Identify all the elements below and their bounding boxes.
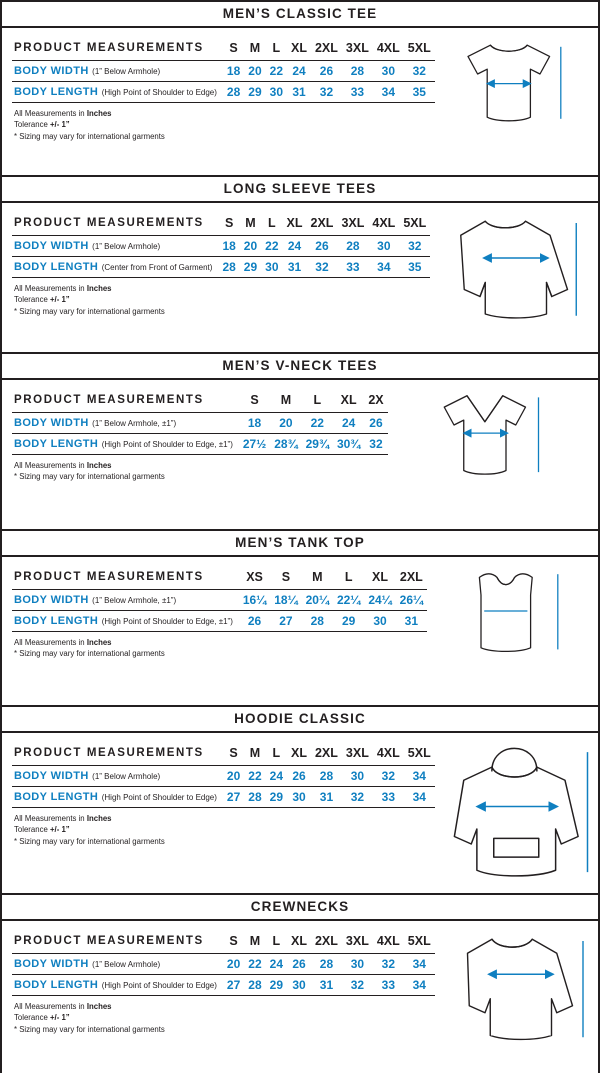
section-mens-classic-tee (2, 0, 598, 175)
measurement-value: 24 (287, 61, 311, 82)
garment-illustration-tank (427, 557, 598, 691)
measurement-value: 16¼ (239, 590, 270, 611)
size-header: 3XL (345, 746, 369, 760)
row-label-note: (1” Below Armhole, ±1”) (92, 596, 177, 605)
section-notes (12, 103, 435, 142)
measurements-table-wrap (2, 733, 435, 847)
table-row (12, 975, 435, 996)
measurement-value: 32 (364, 434, 387, 455)
units-prefix: All Measurements in (14, 461, 87, 470)
measurement-value: 26 (311, 61, 342, 82)
units-value: Inches (86, 284, 112, 293)
row-label-note: (1” Below Armhole) (92, 772, 161, 781)
measurement-value: 22 (244, 954, 265, 975)
measurement-value: 28 (337, 236, 368, 257)
section-mens-v-neck-tees (2, 352, 598, 529)
row-label-text: BODY LENGTH (14, 261, 99, 273)
measurement-value: 28 (311, 766, 342, 787)
row-label-note: (High Point of Shoulder to Edge, ±1”) (101, 440, 233, 449)
measurement-value: 30 (266, 82, 287, 103)
row-label-note: (Center from Front of Garment) (101, 263, 213, 272)
size-header: L (344, 570, 353, 584)
measurements-table (12, 567, 427, 632)
measurement-value: 26 (307, 236, 338, 257)
row-label-text: BODY WIDTH (14, 770, 89, 782)
row-label (12, 954, 223, 975)
measurement-value: 18 (239, 413, 270, 434)
row-label (12, 434, 239, 455)
size-header: 2XL (310, 216, 334, 230)
measurement-value: 35 (399, 257, 430, 278)
garment-illustration-tee (435, 28, 598, 162)
row-label (12, 61, 223, 82)
section-body (2, 921, 598, 1067)
measurement-value: 32 (373, 954, 404, 975)
section-crewnecks (2, 893, 598, 1073)
measurement-value: 33 (373, 975, 404, 996)
sections-container (2, 0, 598, 1073)
measurement-value: 28 (244, 975, 265, 996)
section-long-sleeve-tees (2, 175, 598, 352)
size-header: XL (291, 41, 307, 55)
tolerance-note (14, 1012, 435, 1023)
size-header: S (281, 570, 291, 584)
measurement-value: 20 (223, 766, 244, 787)
measurement-value: 20 (244, 61, 265, 82)
measurement-value: 30 (287, 787, 311, 808)
measurement-value: 27½ (239, 434, 270, 455)
row-label-text: BODY LENGTH (14, 615, 99, 627)
units-prefix: All Measurements in (14, 1002, 87, 1011)
measurement-value: 27 (223, 975, 244, 996)
table-row (12, 413, 388, 434)
measurement-value: 22 (244, 766, 265, 787)
units-value: Inches (86, 109, 112, 118)
table-row (12, 82, 435, 103)
table-row (12, 590, 427, 611)
size-header: 5XL (407, 41, 431, 55)
measurement-value: 32 (342, 975, 373, 996)
row-label-text: BODY WIDTH (14, 417, 89, 429)
measurement-value: 29¾ (302, 434, 333, 455)
row-label-note: (High Point of Shoulder to Edge) (101, 793, 217, 802)
row-label-note: (1” Below Armhole) (92, 67, 161, 76)
size-header: S (250, 393, 259, 407)
measurement-value: 31 (283, 257, 307, 278)
row-label-text: BODY WIDTH (14, 65, 89, 77)
table-row (12, 611, 427, 632)
product-measurements-label: PRODUCT MEASUREMENTS (14, 217, 204, 229)
international-note: * Sizing may vary for international garments (14, 1024, 165, 1034)
measurement-value: 20 (223, 954, 244, 975)
size-header: 5XL (407, 746, 431, 760)
measurement-value: 30¾ (333, 434, 364, 455)
measurement-value: 30 (342, 954, 373, 975)
section-title: HOODIE CLASSIC (234, 711, 366, 726)
section-title: MEN’S TANK TOP (235, 535, 365, 550)
measurement-value: 28¾ (270, 434, 301, 455)
section-notes (12, 455, 388, 483)
international-note: * Sizing may vary for international garments (14, 649, 165, 659)
section-body (2, 557, 598, 691)
section-title: MEN’S V-NECK TEES (222, 358, 378, 373)
product-measurements-label: PRODUCT MEASUREMENTS (14, 394, 204, 406)
measurement-value: 28 (302, 611, 333, 632)
row-label-note: (1” Below Armhole, ±1”) (92, 419, 177, 428)
measurement-value: 33 (342, 82, 373, 103)
measurement-value: 35 (404, 82, 435, 103)
size-header: XS (246, 570, 263, 584)
size-header: 2X (368, 393, 384, 407)
measurement-value: 34 (404, 787, 435, 808)
units-value: Inches (86, 814, 112, 823)
measurement-value: 26 (239, 611, 270, 632)
measurements-table (12, 390, 388, 455)
size-header: L (272, 746, 281, 760)
size-header: 2XL (399, 570, 423, 584)
size-header: M (312, 570, 323, 584)
measurements-table-wrap (2, 557, 427, 660)
size-header: S (229, 934, 238, 948)
size-header: 2XL (314, 934, 338, 948)
section-body (2, 380, 598, 516)
section-title: MEN’S CLASSIC TEE (222, 6, 378, 21)
measurements-table-wrap (2, 921, 435, 1035)
size-header: S (224, 216, 234, 230)
measurement-value: 32 (307, 257, 338, 278)
size-header: 3XL (341, 216, 365, 230)
tolerance-note (14, 119, 435, 130)
measurements-table-wrap (2, 28, 435, 142)
tolerance-value: +/- 1” (49, 825, 70, 835)
international-note: * Sizing may vary for international garments (14, 836, 165, 846)
measurements-table (12, 931, 435, 996)
units-value: Inches (86, 638, 112, 647)
measurement-value: 30 (342, 766, 373, 787)
measurement-value: 33 (373, 787, 404, 808)
size-header: 4XL (376, 41, 400, 55)
measurement-value: 29 (244, 82, 265, 103)
size-header: XL (340, 393, 357, 407)
section-body (2, 203, 598, 349)
size-header: 3XL (345, 41, 369, 55)
section-body (2, 28, 598, 162)
measurement-value: 28 (244, 787, 265, 808)
row-label (12, 257, 218, 278)
size-header: S (229, 746, 238, 760)
row-label-text: BODY LENGTH (14, 438, 99, 450)
measurement-value: 26¼ (396, 590, 427, 611)
measurement-value: 26 (364, 413, 387, 434)
measurement-value: 28 (311, 954, 342, 975)
units-note (14, 1001, 435, 1012)
table-row (12, 434, 388, 455)
table-row (12, 787, 435, 808)
table-row (12, 236, 430, 257)
size-header: M (249, 934, 261, 948)
units-note (14, 460, 388, 471)
measurements-table (12, 743, 435, 808)
section-notes (12, 278, 430, 317)
measurement-value: 32 (404, 61, 435, 82)
tolerance-value: +/- 1” (49, 1013, 70, 1023)
row-label-note: (High Point of Shoulder to Edge) (101, 88, 217, 97)
garment-illustration-longsleeve (430, 203, 600, 349)
size-header: XL (286, 216, 303, 230)
units-value: Inches (86, 461, 112, 470)
size-header: M (280, 393, 292, 407)
section-body (2, 733, 598, 889)
measurement-value: 32 (399, 236, 430, 257)
measurement-value: 22 (261, 236, 282, 257)
row-label (12, 590, 239, 611)
measurement-value: 31 (311, 975, 342, 996)
measurement-value: 30 (364, 611, 395, 632)
row-label (12, 236, 218, 257)
row-label (12, 413, 239, 434)
row-label-text: BODY LENGTH (14, 979, 99, 991)
units-note (14, 813, 435, 824)
measurement-value: 24 (266, 766, 287, 787)
size-header: 2XL (314, 41, 338, 55)
row-label-text: BODY WIDTH (14, 240, 89, 252)
measurements-table-wrap (2, 203, 430, 317)
garment-illustration-vneck (388, 380, 598, 516)
measurement-value: 32 (342, 787, 373, 808)
measurement-value: 28 (342, 61, 373, 82)
measurement-value: 34 (368, 257, 399, 278)
row-label (12, 787, 223, 808)
measurement-value: 30 (287, 975, 311, 996)
measurement-value: 22 (266, 61, 287, 82)
measurement-value: 32 (373, 766, 404, 787)
row-label-text: BODY WIDTH (14, 958, 89, 970)
measurements-table-wrap (2, 380, 388, 483)
tolerance-note (14, 824, 435, 835)
row-label (12, 975, 223, 996)
tolerance-note (14, 294, 430, 305)
tolerance-prefix: Tolerance (14, 1013, 50, 1023)
product-measurements-label: PRODUCT MEASUREMENTS (14, 935, 204, 947)
table-row (12, 954, 435, 975)
measurement-value: 24 (333, 413, 364, 434)
measurement-value: 30 (368, 236, 399, 257)
measurement-value: 29 (266, 787, 287, 808)
row-label (12, 82, 223, 103)
row-label (12, 766, 223, 787)
units-value: Inches (86, 1002, 112, 1011)
section-notes (12, 632, 427, 660)
measurement-value: 31 (287, 82, 311, 103)
size-header: L (313, 393, 322, 407)
measurement-value: 34 (404, 954, 435, 975)
size-header: M (249, 746, 261, 760)
size-header: L (272, 934, 281, 948)
tolerance-prefix: Tolerance (14, 120, 50, 130)
row-label-text: BODY LENGTH (14, 791, 99, 803)
measurement-value: 31 (396, 611, 427, 632)
units-prefix: All Measurements in (14, 814, 87, 823)
measurements-table (12, 38, 435, 103)
garment-illustration-crewneck (435, 921, 600, 1067)
measurement-value: 24 (283, 236, 307, 257)
measurement-value: 18 (223, 61, 244, 82)
size-header: XL (372, 570, 388, 584)
product-measurements-label: PRODUCT MEASUREMENTS (14, 571, 204, 583)
tolerance-prefix: Tolerance (14, 825, 50, 835)
measurement-value: 24¼ (364, 590, 395, 611)
measurement-value: 28 (223, 82, 244, 103)
measurement-value: 34 (404, 975, 435, 996)
row-label-note: (High Point of Shoulder to Edge) (101, 981, 217, 990)
measurement-value: 20 (240, 236, 261, 257)
size-header: 3XL (345, 934, 369, 948)
size-header: 4XL (372, 216, 396, 230)
garment-illustration-hoodie (435, 733, 600, 889)
row-label-note: (1” Below Armhole) (92, 242, 161, 251)
measurement-value: 29 (333, 611, 364, 632)
units-note (14, 108, 435, 119)
measurement-value: 20 (270, 413, 301, 434)
size-header: M (245, 216, 256, 230)
size-header: XL (291, 746, 307, 760)
size-header: M (249, 41, 261, 55)
size-header: 4XL (376, 934, 400, 948)
tolerance-value: +/- 1” (49, 120, 70, 130)
row-label-text: BODY LENGTH (14, 86, 99, 98)
tolerance-prefix: Tolerance (14, 295, 50, 305)
measurement-value: 22¼ (333, 590, 364, 611)
size-header: XL (291, 934, 307, 948)
size-header: 5XL (403, 216, 427, 230)
units-prefix: All Measurements in (14, 284, 87, 293)
row-label-note: (High Point of Shoulder to Edge, ±1”) (101, 617, 233, 626)
measurement-value: 27 (270, 611, 301, 632)
measurement-value: 18¼ (270, 590, 301, 611)
units-note (14, 283, 430, 294)
measurement-value: 33 (337, 257, 368, 278)
units-note (14, 637, 427, 648)
measurement-value: 34 (404, 766, 435, 787)
measurement-value: 28 (218, 257, 239, 278)
measurement-value: 34 (373, 82, 404, 103)
size-header: L (268, 216, 276, 230)
table-row (12, 61, 435, 82)
measurement-value: 26 (287, 954, 311, 975)
measurement-value: 31 (311, 787, 342, 808)
international-note: * Sizing may vary for international garments (14, 306, 165, 316)
measurement-value: 18 (218, 236, 239, 257)
measurement-value: 20¼ (302, 590, 333, 611)
size-header: L (272, 41, 281, 55)
measurement-value: 30 (373, 61, 404, 82)
measurement-value: 29 (266, 975, 287, 996)
measurement-value: 24 (266, 954, 287, 975)
measurement-value: 32 (311, 82, 342, 103)
section-title: CREWNECKS (250, 899, 350, 914)
units-prefix: All Measurements in (14, 109, 87, 118)
size-header: S (229, 41, 238, 55)
table-row (12, 766, 435, 787)
size-header: 4XL (376, 746, 400, 760)
product-measurements-label: PRODUCT MEASUREMENTS (14, 747, 204, 759)
section-title: LONG SLEEVE TEES (223, 181, 377, 196)
section-notes (12, 808, 435, 847)
measurement-value: 27 (223, 787, 244, 808)
section-hoodie-classic (2, 705, 598, 893)
units-prefix: All Measurements in (14, 638, 87, 647)
row-label-note: (1” Below Armhole) (92, 960, 161, 969)
measurements-table (12, 213, 430, 278)
table-row (12, 257, 430, 278)
measurement-value: 29 (240, 257, 261, 278)
tolerance-value: +/- 1” (49, 295, 70, 305)
section-notes (12, 996, 435, 1035)
international-note: * Sizing may vary for international garments (14, 131, 165, 141)
row-label-text: BODY WIDTH (14, 594, 89, 606)
size-header: 2XL (314, 746, 338, 760)
product-measurements-label: PRODUCT MEASUREMENTS (14, 42, 204, 54)
row-label (12, 611, 239, 632)
section-mens-tank-top (2, 529, 598, 705)
measurement-value: 30 (261, 257, 282, 278)
size-header: 5XL (407, 934, 431, 948)
international-note: * Sizing may vary for international garments (14, 472, 165, 482)
measurement-value: 26 (287, 766, 311, 787)
measurement-value: 22 (302, 413, 333, 434)
